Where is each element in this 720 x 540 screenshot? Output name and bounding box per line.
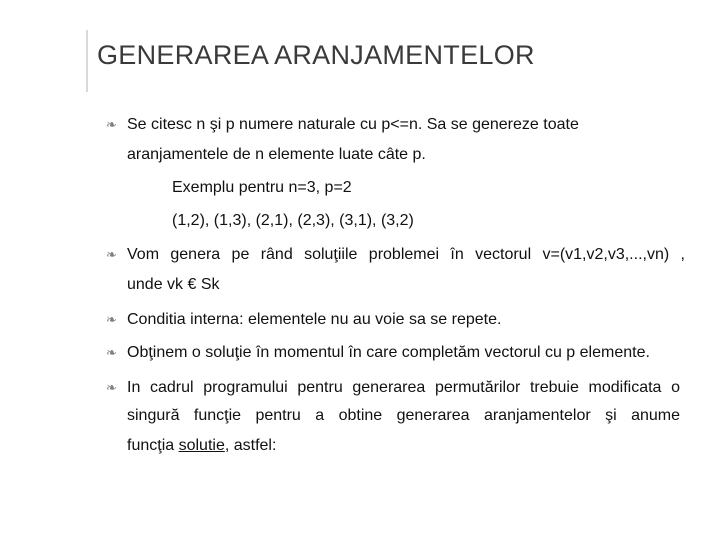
bullet-icon: ❧ (106, 117, 117, 132)
title-accent-rule (86, 30, 88, 92)
function-suffix: , astfel: (224, 437, 277, 454)
function-prefix: funcţia (127, 437, 179, 454)
bullet-1-line-1: Se citesc n şi p numere naturale cu p<=n. Sa se genereze toate (127, 116, 579, 133)
bullet-3-line-1: Conditia interna: elementele nu au voie sa se repete. (127, 311, 502, 328)
bullet-5-line-3 (127, 436, 276, 456)
bullet-5-line-2: singură funcţie pentru a obtine generarea aranjamentelor şi anume (127, 407, 680, 424)
slide-title: GENERAREA ARANJAMENTELOR (97, 40, 535, 70)
bullet-icon: ❧ (106, 312, 117, 327)
function-name-solutie: solutie (178, 437, 225, 454)
bullet-icon: ❧ (106, 345, 117, 360)
bullet-1-line-2: aranjamentele de n elemente luate câte p. (127, 146, 426, 163)
bullet-2-line-1: Vom genera pe rând soluţiile problemei în vectorul v=(v1,v2,v3,...,vn) , (127, 246, 685, 263)
example-values: (1,2), (1,3), (2,1), (2,3), (3,1), (3,2) (172, 212, 414, 229)
bullet-icon: ❧ (106, 247, 117, 262)
bullet-5-line-1: In cadrul programului pentru generarea permutărilor trebuie modificata o (127, 379, 680, 396)
bullet-icon: ❧ (106, 380, 117, 395)
example-label: Exemplu pentru n=3, p=2 (172, 179, 352, 196)
bullet-2-line-2: unde vk € Sk (127, 276, 220, 293)
bullet-4-line-1: Obţinem o soluţie în momentul în care completăm vectorul cu p elemente. (127, 344, 650, 361)
